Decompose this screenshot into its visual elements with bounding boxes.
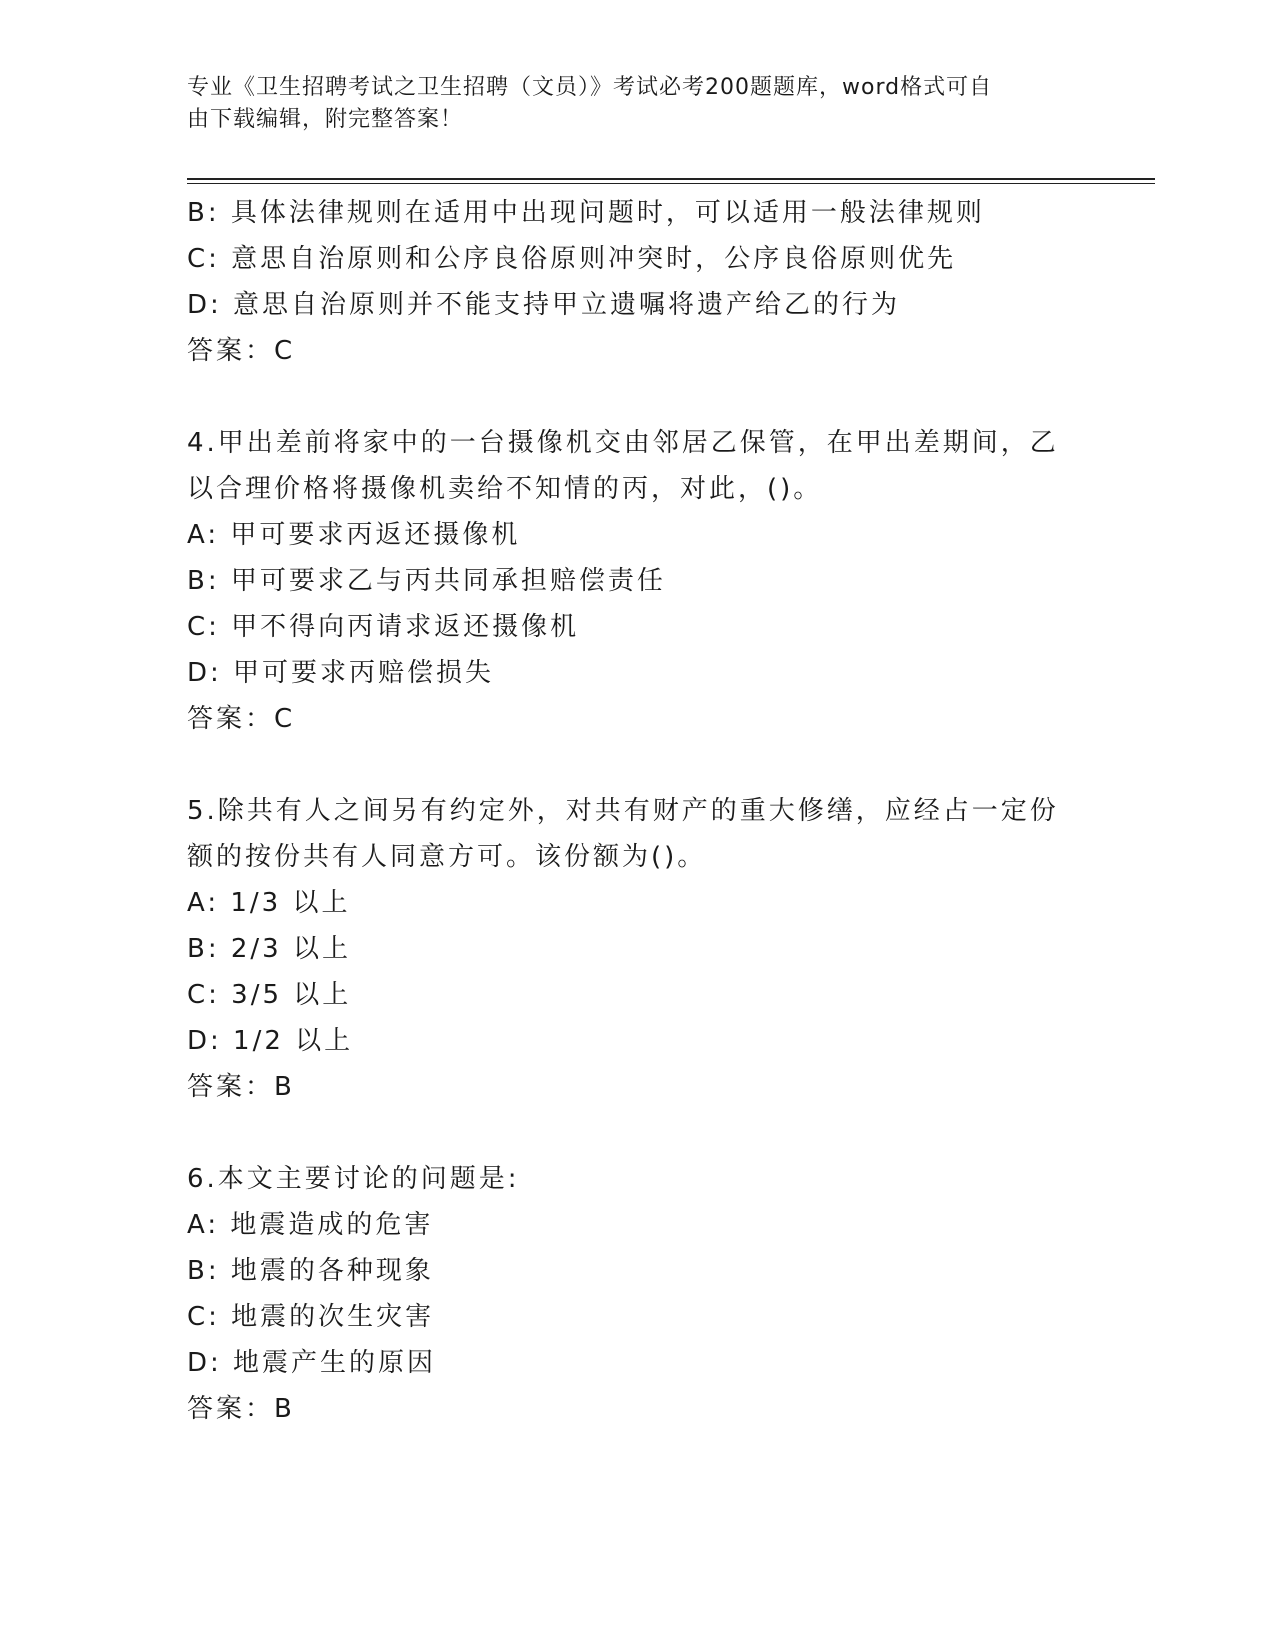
q4-option-b: B: 甲可要求乙与丙共同承担赔偿责任 — [187, 566, 666, 596]
q6-option-d: D: 地震产生的原因 — [187, 1348, 437, 1378]
q4-stem — [187, 420, 1087, 512]
q6-option-c: C: 地震的次生灾害 — [187, 1302, 435, 1332]
q3-option-d: D: 意思自治原则并不能支持甲立遗嘱将遗产给乙的行为 — [187, 290, 901, 320]
header-divider-thick — [187, 178, 1155, 180]
q5-stem — [187, 788, 1087, 880]
header-line-2: 由下载编辑，附完整答案！ — [187, 107, 464, 132]
spacer — [187, 374, 1087, 420]
q4-stem-line-2: 以合理价格将摄像机卖给不知情的丙，对此，()。 — [187, 474, 823, 504]
q4-stem-line-1: 4.甲出差前将家中的一台摄像机交由邻居乙保管，在甲出差期间，乙 — [187, 428, 1059, 458]
q4-answer: 答案：C — [187, 704, 296, 734]
q5-stem-line-1: 5.除共有人之间另有约定外，对共有财产的重大修缮，应经占一定份 — [187, 796, 1059, 826]
q5-option-d: D: 1/2 以上 — [187, 1026, 354, 1056]
q4-option-c: C: 甲不得向丙请求返还摄像机 — [187, 612, 580, 642]
spacer — [187, 742, 1087, 788]
header-divider-thin — [187, 183, 1155, 184]
question-6 — [187, 1156, 1087, 1432]
q4-option-a: A: 甲可要求丙返还摄像机 — [187, 520, 521, 550]
spacer — [187, 1110, 1087, 1156]
q3-option-b: B: 具体法律规则在适用中出现问题时，可以适用一般法律规则 — [187, 198, 985, 228]
q5-option-c: C: 3/5 以上 — [187, 980, 352, 1010]
q3-answer: 答案：C — [187, 336, 296, 366]
document-header — [187, 72, 1067, 136]
question-list — [187, 190, 1087, 1432]
q3-option-c: C: 意思自治原则和公序良俗原则冲突时，公序良俗原则优先 — [187, 244, 957, 274]
q5-option-b: B: 2/3 以上 — [187, 934, 351, 964]
q4-option-d: D: 甲可要求丙赔偿损失 — [187, 658, 495, 688]
q6-answer: 答案：B — [187, 1394, 295, 1424]
q6-option-a: A: 地震造成的危害 — [187, 1210, 434, 1240]
q6-option-b: B: 地震的各种现象 — [187, 1256, 434, 1286]
q5-stem-line-2: 额的按份共有人同意方可。该份额为()。 — [187, 842, 707, 872]
q5-option-a: A: 1/3 以上 — [187, 888, 351, 918]
question-5 — [187, 788, 1087, 1110]
q5-answer: 答案：B — [187, 1072, 295, 1102]
question-3-tail — [187, 190, 1087, 374]
header-line-1: 专业《卫生招聘考试之卫生招聘（文员）》考试必考200题题库，word格式可自 — [187, 75, 993, 100]
q6-stem: 6.本文主要讨论的问题是: — [187, 1164, 520, 1194]
question-4 — [187, 420, 1087, 742]
